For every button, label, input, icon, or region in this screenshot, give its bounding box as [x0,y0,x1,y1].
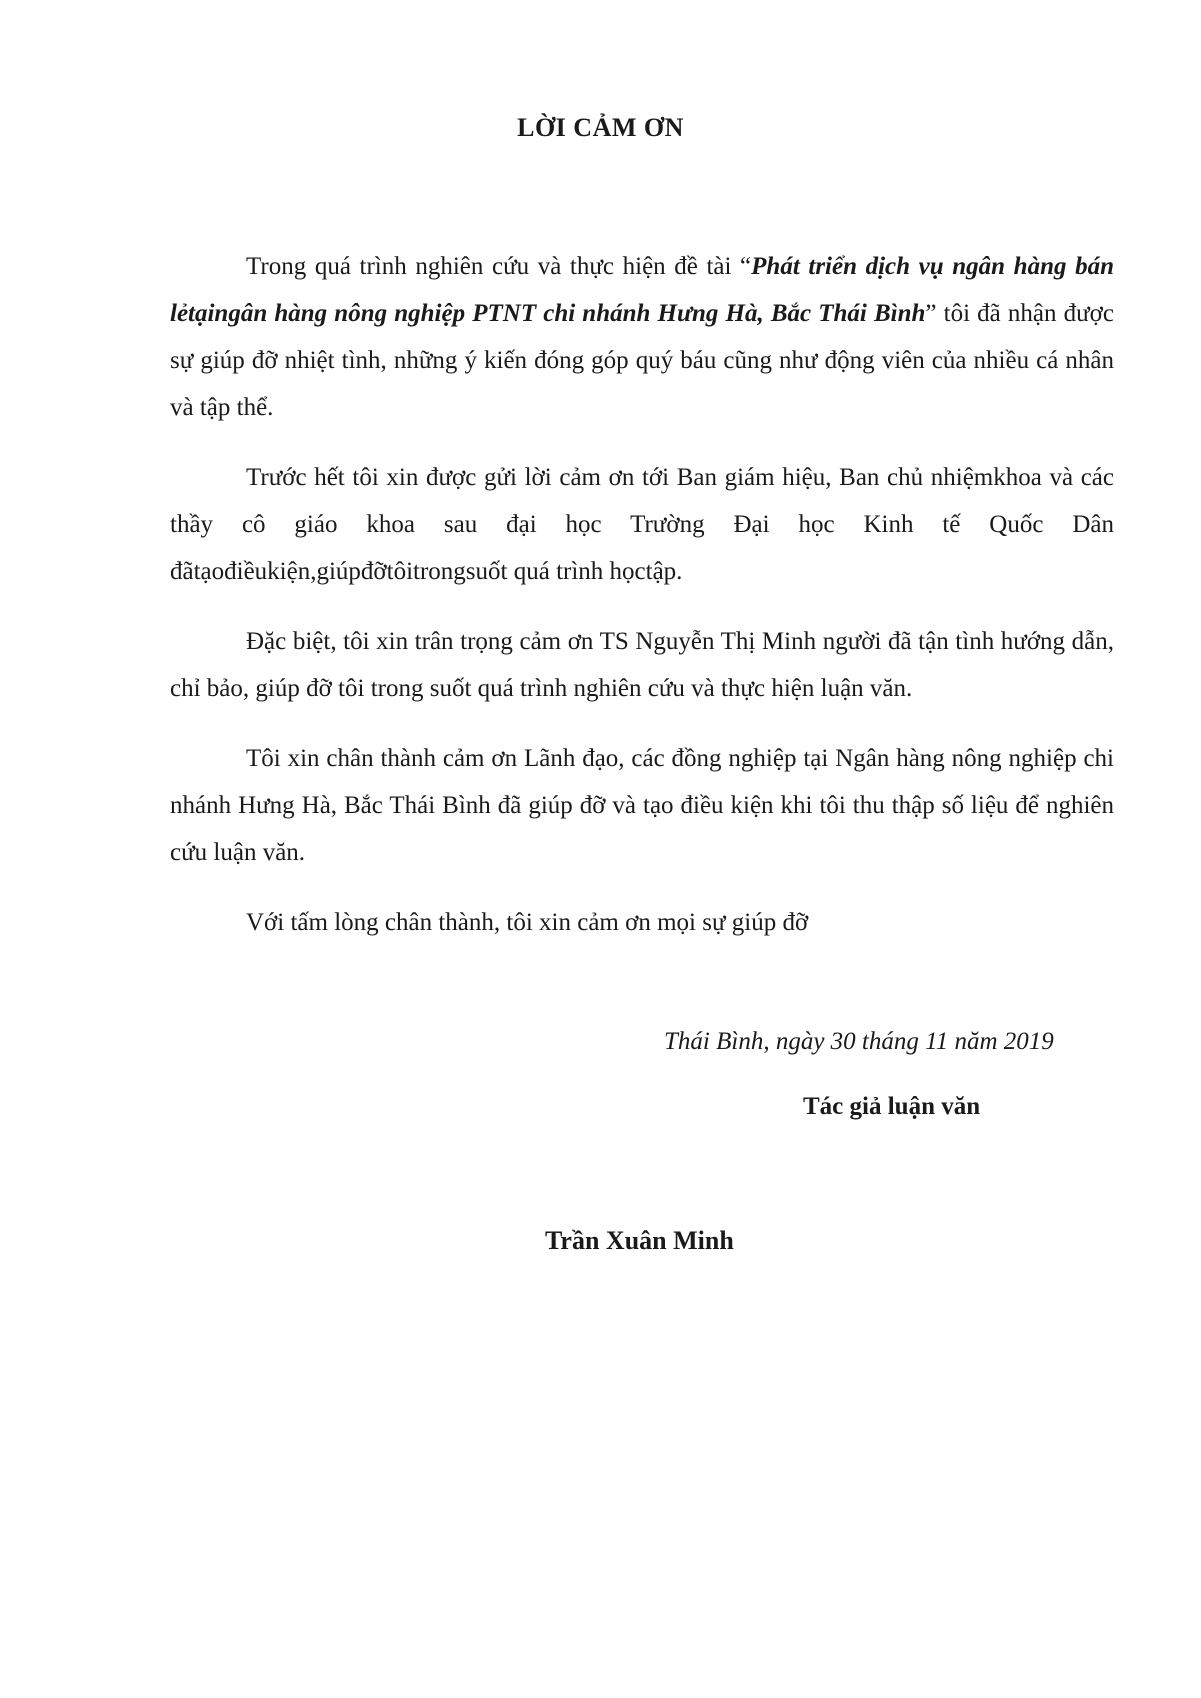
paragraph-advisor-thanks: Đặc biệt, tôi xin trân trọng cảm ơn TS Nguyễn Thị Minh người đã tận tình hướng dẫn, chỉ bảo, giúp đỡ tôi trong suốt quá trình nghiên cứu và thực hiện luận văn. [170,628,1114,702]
paragraph-colleague-thanks: Tôi xin chân thành cảm ơn Lãnh đạo, các đồng nghiệp tại Ngân hàng nông nghiệp chi nhánh Hưng Hà, Bắc Thái Bình đã giúp đỡ và tạo điều kiện khi tôi thu thập số liệu để nghiên cứu luận văn. [170,745,1114,866]
paragraph-university-thanks: Trước hết tôi xin được gửi lời cảm ơn tới Ban giám hiệu, Ban chủ nhiệmkhoa và các thầy cô giáo khoa sau đại học Trường Đại học Kinh tế Quốc Dân đãtạođiềukiện,giúpđỡtôitrongsuốt quá trình họctập. [170,464,1114,585]
paragraph-intro [170,243,1114,431]
thesis-topic: Phát triển dịch vụ ngân hàng bán lẻtạingân hàng nông nghiệp PTNT chi nhánh Hưng Hà, Bắc Thái Bình [170,253,1114,327]
intro-text-before: Trong quá trình nghiên cứu và thực hiện đề tài “ [246,253,752,280]
paragraph-closing: Với tấm lòng chân thành, tôi xin cảm ơn mọi sự giúp đỡ [246,909,809,936]
intro-text-after: ” tôi đã nhận được sự giúp đỡ nhiệt tình, những ý kiến đóng góp quý báu cũng như động viên của nhiều cá nhân và tập thể. [170,300,1114,421]
place-date: Thái Bình, ngày 30 tháng 11 năm 2019 [664,1028,1054,1055]
acknowledgement-body [170,243,1114,946]
page-title: LỜI CẢM ƠN [517,113,684,142]
author-name: Trần Xuân Minh [545,1226,734,1255]
author-role: Tác giả luận văn [803,1093,981,1120]
